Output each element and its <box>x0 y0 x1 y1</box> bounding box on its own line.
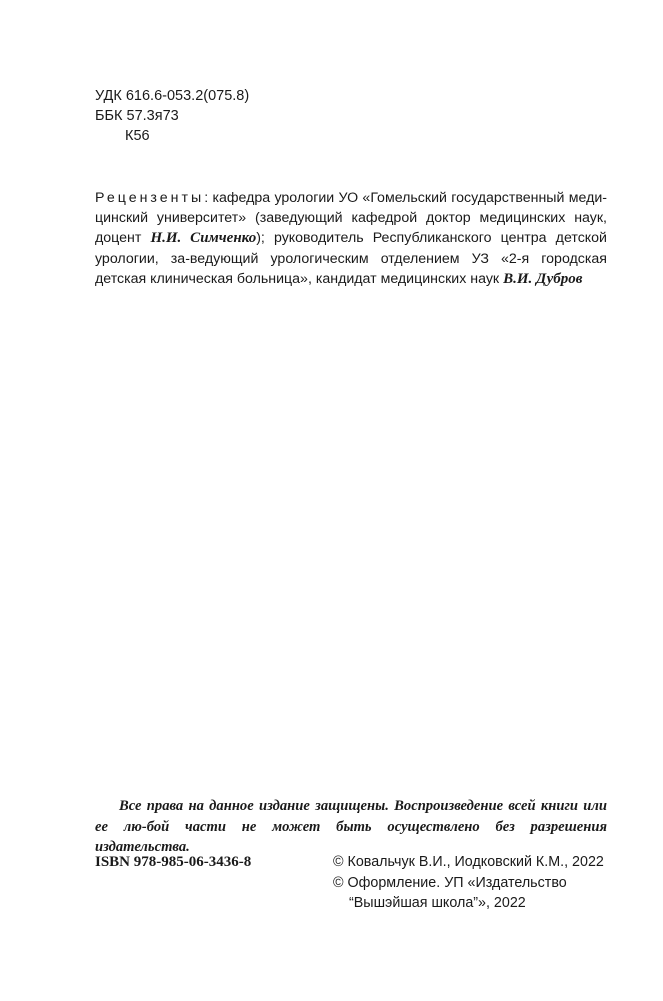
copyright-design: © Оформление. УП «Издательство <box>333 874 567 891</box>
author-code: К56 <box>125 128 150 144</box>
copyright-authors: © Ковальчук В.И., Иодковский К.М., 2022 <box>333 854 604 870</box>
copyright-block <box>333 852 604 914</box>
udk-code: УДК 616.6-053.2(075.8) <box>95 88 250 104</box>
isbn: ISBN 978-985-06-3436-8 <box>95 854 252 870</box>
reviewers-paragraph <box>95 188 607 289</box>
reviewers-text-1: : кафедра урологии УО «Гомельский государственный меди-цинский университет» (заведующий кафедрой доктор медицинских наук, доцент <box>95 190 607 247</box>
reviewer-name-1: Н.И. Симченко <box>150 230 257 247</box>
reviewer-name-2: В.И. Дубров <box>503 270 583 287</box>
copyright-publisher: “Вышэйшая школа”», 2022 <box>349 895 526 911</box>
reviewers-label: Рецензенты <box>95 190 205 206</box>
rights-notice: Все права на данное издание защищены. Воспроизведение всей книги или ее лю-бой части не может быть осуществлено без разрешения издательства. <box>95 798 607 855</box>
reviewers-text-2: ); руководитель Республиканского центра детской урологии, за-ведующий урологическим отделением УЗ «2-я городская детская клиническая больница», кандидат медицинских наук <box>95 230 607 287</box>
bbk-code: ББК 57.3я73 <box>95 108 179 124</box>
classification-block <box>95 86 249 146</box>
